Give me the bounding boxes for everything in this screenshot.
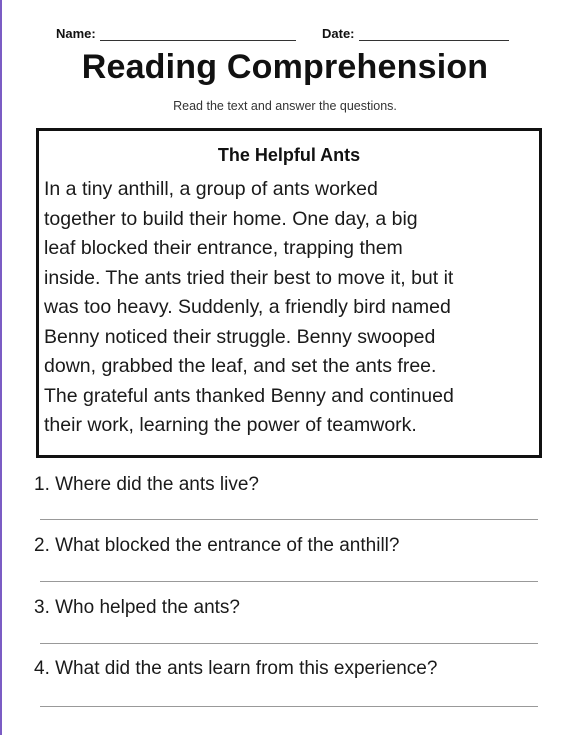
story-line: In a tiny anthill, a group of ants worked — [44, 178, 378, 200]
story-line: The grateful ants thanked Benny and continued — [44, 384, 454, 407]
story-line: Benny noticed their struggle. Benny swooped — [44, 325, 436, 348]
name-blank-line[interactable] — [100, 26, 296, 41]
date-field — [322, 26, 509, 41]
question-1: 1. Where did the ants live? — [34, 474, 259, 495]
story-line: down, grabbed the leaf, and set the ants free. — [44, 355, 437, 377]
page-instructions: Read the text and answer the questions. — [173, 99, 397, 113]
story-line: their work, learning the power of teamwork. — [44, 414, 417, 436]
date-label: Date: — [322, 26, 355, 41]
story-title: The Helpful Ants — [217, 145, 361, 165]
story-line: inside. The ants tried their best to move it, but it — [44, 266, 454, 289]
worksheet-header — [56, 26, 530, 46]
answer-line-4[interactable] — [40, 706, 538, 707]
name-field — [56, 26, 296, 41]
page-title: Reading Comprehension — [81, 48, 489, 86]
story-line: was too heavy. Suddenly, a friendly bird named — [44, 296, 451, 318]
story-box — [36, 128, 542, 458]
answer-line-3[interactable] — [40, 643, 538, 644]
question-4: 4. What did the ants learn from this experience? — [34, 658, 438, 679]
answer-line-2[interactable] — [40, 581, 538, 582]
answer-line-1[interactable] — [40, 519, 538, 520]
story-text — [44, 175, 533, 441]
story-line: together to build their home. One day, a big — [44, 207, 418, 230]
name-label: Name: — [56, 26, 96, 41]
story-line: leaf blocked their entrance, trapping them — [44, 237, 403, 259]
date-blank-line[interactable] — [359, 26, 509, 41]
question-3: 3. Who helped the ants? — [34, 597, 240, 618]
question-2: 2. What blocked the entrance of the anthill? — [34, 535, 400, 556]
